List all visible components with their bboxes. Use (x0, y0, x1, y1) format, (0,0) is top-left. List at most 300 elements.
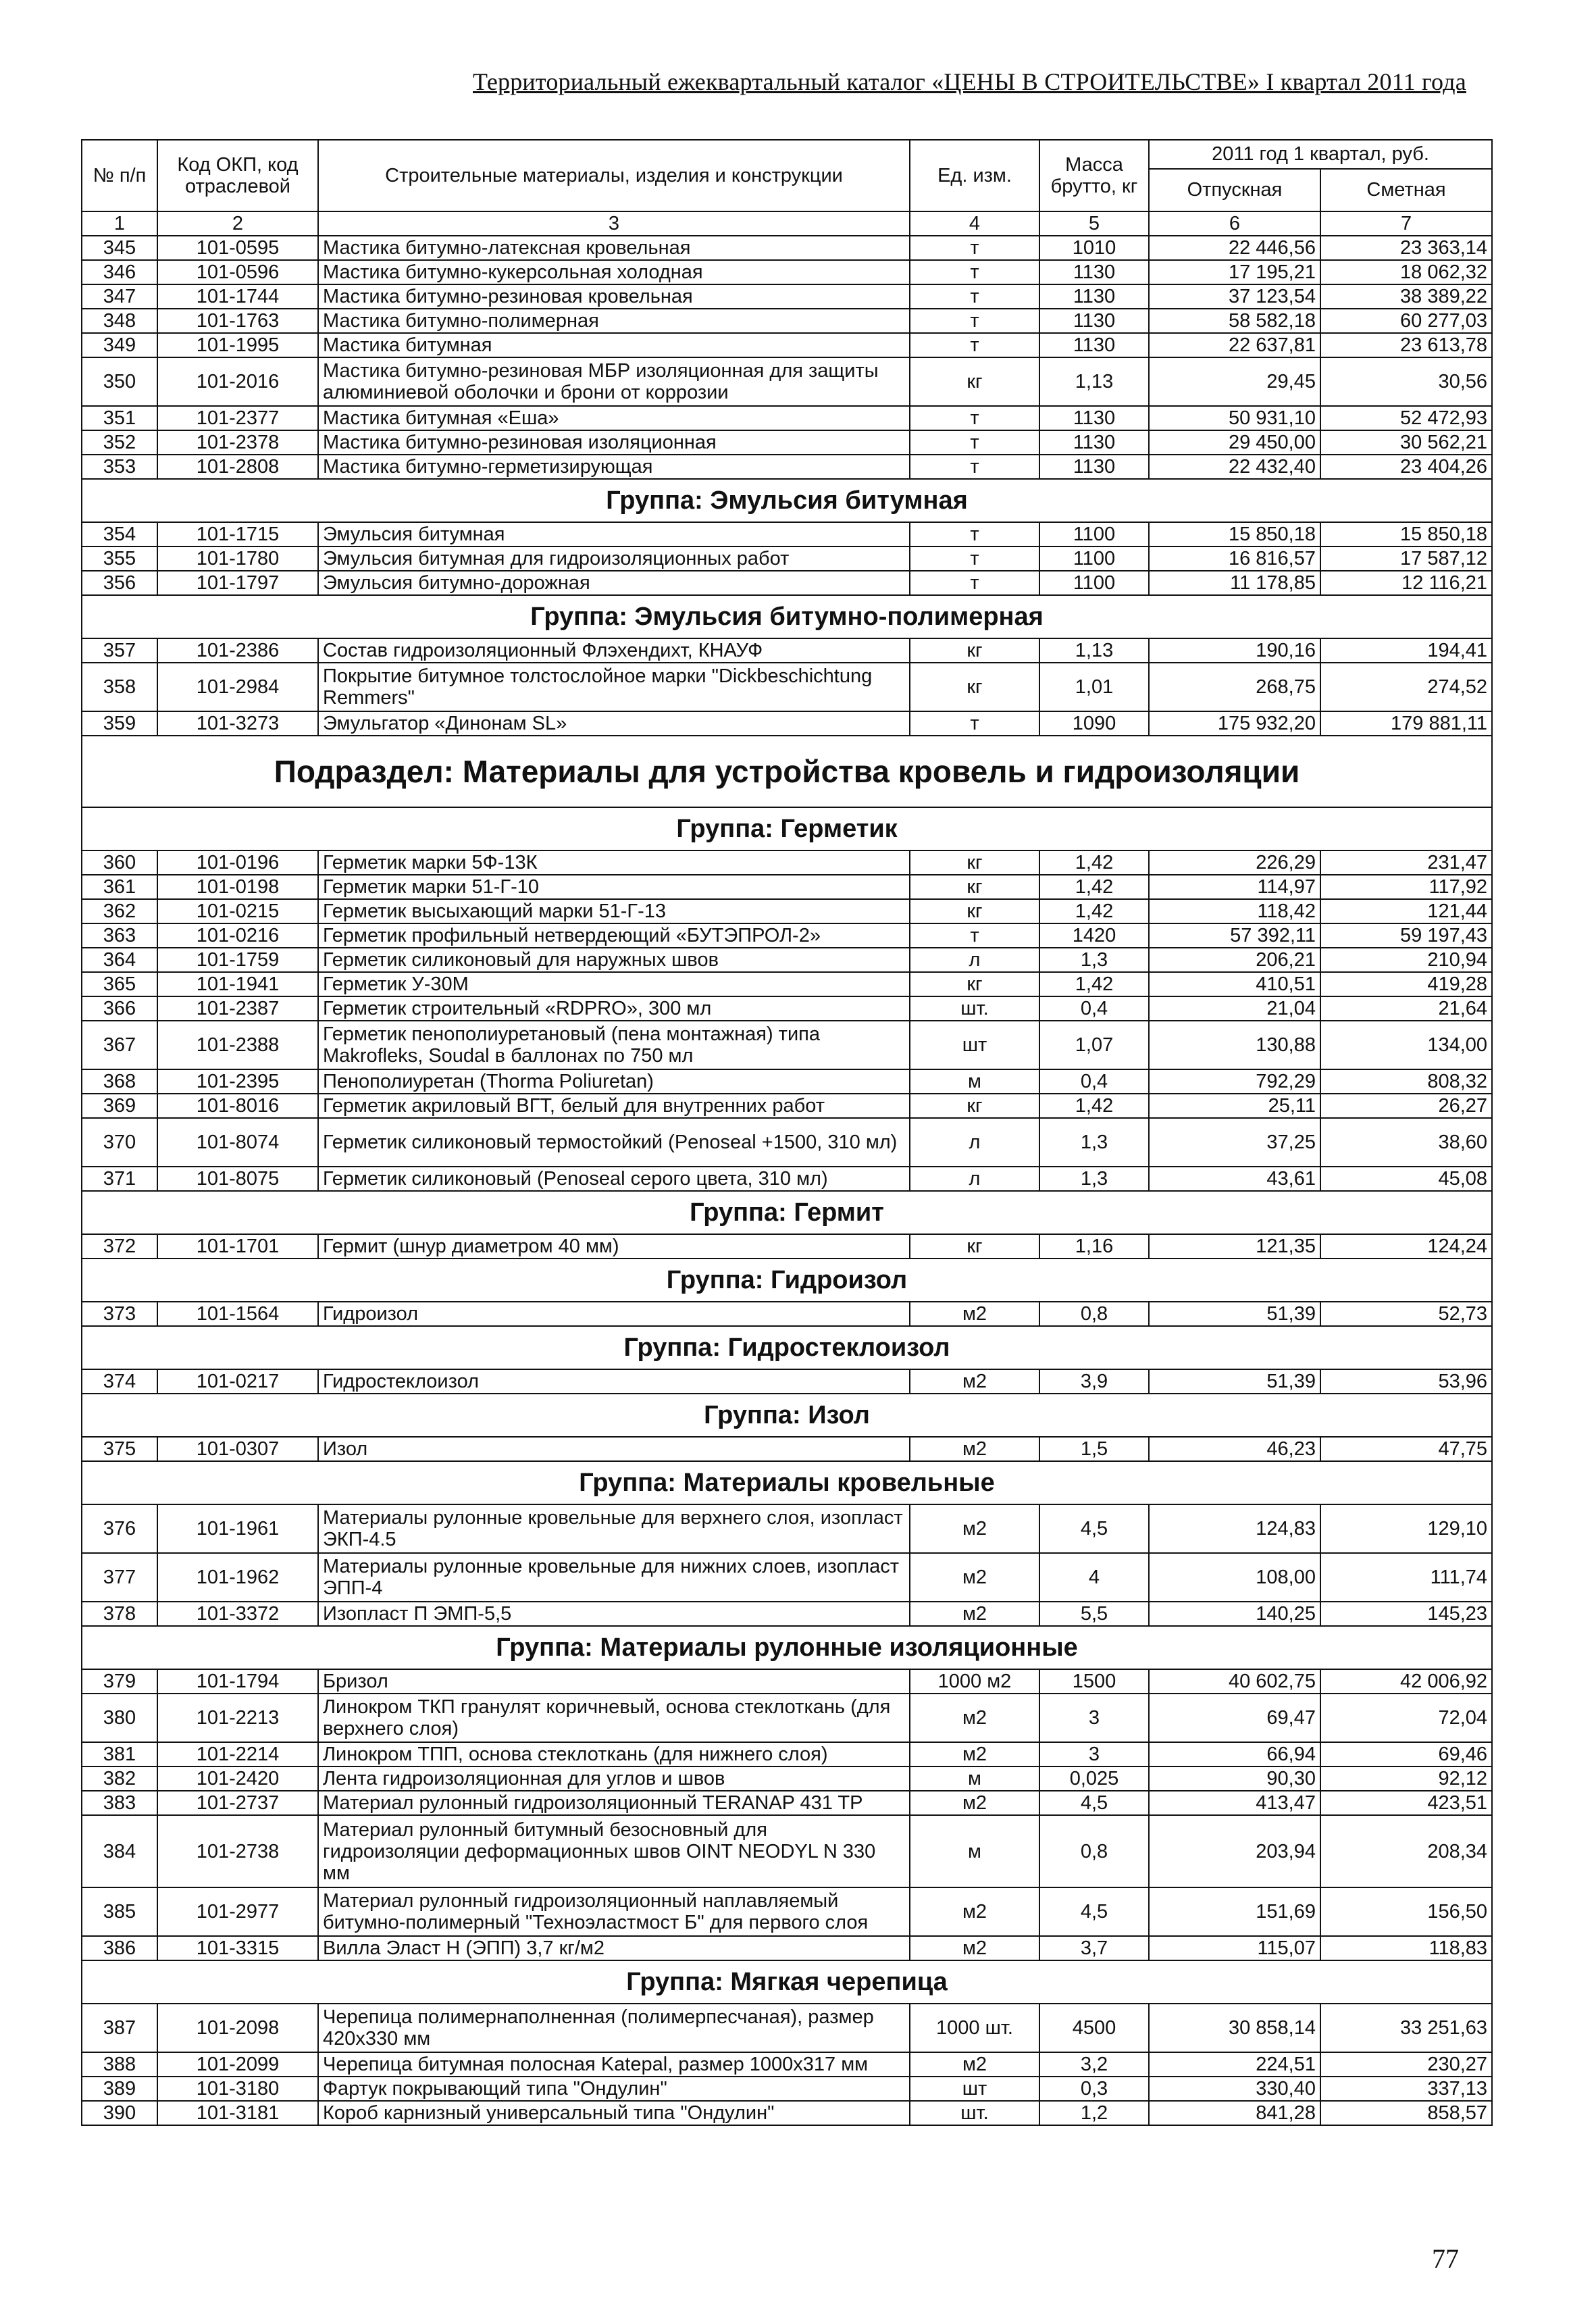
group-heading-row (82, 1960, 1492, 2004)
table-row (82, 2004, 1492, 2052)
row-mass: 4,5 (1039, 1791, 1149, 1815)
row-mass: 1100 (1039, 571, 1149, 595)
row-number: 350 (82, 357, 157, 406)
row-unit: шт (910, 1021, 1039, 1069)
row-name: Мастика битумно-латексная кровельная (318, 236, 910, 260)
row-mass: 1,2 (1039, 2101, 1149, 2125)
row-unit: т (910, 923, 1039, 948)
row-mass: 1,3 (1039, 948, 1149, 972)
row-unit: м2 (910, 1553, 1039, 1602)
row-estimate-price: 118,83 (1320, 1936, 1492, 1960)
row-mass: 3,9 (1039, 1369, 1149, 1394)
row-number: 361 (82, 875, 157, 899)
row-name: Материал рулонный битумный безосновный для гидроизоляции деформационных швов OINT NEODYL N 330 мм (318, 1815, 910, 1887)
group-heading-row (82, 807, 1492, 850)
row-name: Материал рулонный гидроизоляционный TERANAP 431 TP (318, 1791, 910, 1815)
row-unit: м (910, 1766, 1039, 1791)
row-code: 101-3315 (157, 1936, 318, 1960)
row-release-price: 22 637,81 (1149, 333, 1320, 357)
price-table (81, 139, 1493, 2126)
row-number: 353 (82, 455, 157, 479)
row-estimate-price: 419,28 (1320, 972, 1492, 996)
row-estimate-price: 21,64 (1320, 996, 1492, 1021)
table-row (82, 1167, 1492, 1191)
row-estimate-price: 210,94 (1320, 948, 1492, 972)
row-release-price: 792,29 (1149, 1069, 1320, 1094)
row-estimate-price: 26,27 (1320, 1094, 1492, 1118)
table-row (82, 2077, 1492, 2101)
row-release-price: 29 450,00 (1149, 430, 1320, 455)
row-number: 362 (82, 899, 157, 923)
row-release-price: 124,83 (1149, 1504, 1320, 1553)
row-unit: 1000 м2 (910, 1669, 1039, 1694)
group-heading-row (82, 595, 1492, 638)
row-unit: т (910, 522, 1039, 547)
row-name: Мастика битумная «Еша» (318, 406, 910, 430)
row-name: Мастика битумная (318, 333, 910, 357)
row-name: Мастика битумно-резиновая изоляционная (318, 430, 910, 455)
row-name: Эмульсия битумная для гидроизоляционных работ (318, 547, 910, 571)
row-release-price: 140,25 (1149, 1602, 1320, 1626)
row-mass: 1,42 (1039, 899, 1149, 923)
row-name: Эмульсия битумно-дорожная (318, 571, 910, 595)
row-mass: 4,5 (1039, 1504, 1149, 1553)
row-mass: 4500 (1039, 2004, 1149, 2052)
row-code: 101-2378 (157, 430, 318, 455)
row-mass: 1090 (1039, 711, 1149, 736)
row-estimate-price: 52,73 (1320, 1302, 1492, 1326)
row-name: Покрытие битумное толстослойное марки "Dickbeschichtung Remmers" (318, 663, 910, 711)
page-header: Территориальный ежеквартальный каталог «ЦЕНЫ В СТРОИТЕЛЬСТВЕ» I квартал 2011 года (473, 68, 1466, 95)
row-mass: 1420 (1039, 923, 1149, 948)
row-release-price: 118,42 (1149, 899, 1320, 923)
row-unit: м2 (910, 1887, 1039, 1936)
row-code: 101-0217 (157, 1369, 318, 1394)
row-code: 101-1744 (157, 284, 318, 309)
row-name: Герметик высыхающий марки 51-Г-13 (318, 899, 910, 923)
row-number: 388 (82, 2052, 157, 2077)
row-code: 101-1995 (157, 333, 318, 357)
table-row (82, 1669, 1492, 1694)
row-code: 101-2395 (157, 1069, 318, 1094)
row-mass: 1100 (1039, 522, 1149, 547)
row-unit: т (910, 309, 1039, 333)
row-release-price: 66,94 (1149, 1742, 1320, 1766)
row-unit: кг (910, 899, 1039, 923)
row-mass: 1130 (1039, 430, 1149, 455)
row-code: 101-0215 (157, 899, 318, 923)
row-release-price: 203,94 (1149, 1815, 1320, 1887)
row-code: 101-2738 (157, 1815, 318, 1887)
row-name: Фартук покрывающий типа "Ондулин" (318, 2077, 910, 2101)
row-estimate-price: 59 197,43 (1320, 923, 1492, 948)
row-estimate-price: 194,41 (1320, 638, 1492, 663)
row-name: Герметик марки 51-Г-10 (318, 875, 910, 899)
table-row (82, 948, 1492, 972)
subsection-heading-row (82, 736, 1492, 807)
row-mass: 1,01 (1039, 663, 1149, 711)
row-mass: 4 (1039, 1553, 1149, 1602)
row-name: Эмульгатор «Динонам SL» (318, 711, 910, 736)
row-code: 101-1962 (157, 1553, 318, 1602)
row-release-price: 50 931,10 (1149, 406, 1320, 430)
row-code: 101-1564 (157, 1302, 318, 1326)
row-name: Герметик силиконовый для наружных швов (318, 948, 910, 972)
row-release-price: 40 602,75 (1149, 1669, 1320, 1694)
row-code: 101-2387 (157, 996, 318, 1021)
row-name: Гидроизол (318, 1302, 910, 1326)
row-estimate-price: 230,27 (1320, 2052, 1492, 2077)
row-estimate-price: 423,51 (1320, 1791, 1492, 1815)
table-row (82, 333, 1492, 357)
row-number: 346 (82, 260, 157, 284)
row-code: 101-2099 (157, 2052, 318, 2077)
row-mass: 1,42 (1039, 850, 1149, 875)
row-mass: 1130 (1039, 309, 1149, 333)
table-row (82, 2101, 1492, 2125)
row-name: Герметик строительный «RDPRO», 300 мл (318, 996, 910, 1021)
row-unit: кг (910, 875, 1039, 899)
row-code: 101-2213 (157, 1694, 318, 1742)
row-release-price: 841,28 (1149, 2101, 1320, 2125)
row-name: Линокром ТПП, основа стеклоткань (для нижнего слоя) (318, 1742, 910, 1766)
row-mass: 1,13 (1039, 638, 1149, 663)
row-estimate-price: 60 277,03 (1320, 309, 1492, 333)
row-estimate-price: 124,24 (1320, 1234, 1492, 1259)
row-unit: кг (910, 663, 1039, 711)
row-release-price: 151,69 (1149, 1887, 1320, 1936)
row-number: 385 (82, 1887, 157, 1936)
row-mass: 1,5 (1039, 1437, 1149, 1461)
row-unit: т (910, 547, 1039, 571)
row-unit: м (910, 1069, 1039, 1094)
row-number: 372 (82, 1234, 157, 1259)
table-row (82, 1553, 1492, 1602)
column-numbers-row (82, 211, 1492, 236)
row-number: 365 (82, 972, 157, 996)
row-code: 101-1794 (157, 1669, 318, 1694)
group-heading-row (82, 1259, 1492, 1302)
row-unit: т (910, 284, 1039, 309)
row-estimate-price: 808,32 (1320, 1069, 1492, 1094)
row-release-price: 130,88 (1149, 1021, 1320, 1069)
row-number: 348 (82, 309, 157, 333)
group-heading: Группа: Эмульсия битумная (82, 479, 1492, 522)
row-release-price: 17 195,21 (1149, 260, 1320, 284)
table-row (82, 923, 1492, 948)
row-unit: м2 (910, 1302, 1039, 1326)
row-name: Черепица полимернаполненная (полимерпесчаная), размер 420х330 мм (318, 2004, 910, 2052)
table-row (82, 875, 1492, 899)
row-number: 370 (82, 1118, 157, 1167)
row-number: 349 (82, 333, 157, 357)
table-row (82, 972, 1492, 996)
row-name: Мастика битумно-резиновая кровельная (318, 284, 910, 309)
row-unit: кг (910, 357, 1039, 406)
row-number: 380 (82, 1694, 157, 1742)
row-number: 375 (82, 1437, 157, 1461)
col-mass-header: Масса брутто, кг (1039, 140, 1149, 211)
row-release-price: 46,23 (1149, 1437, 1320, 1461)
row-estimate-price: 30 562,21 (1320, 430, 1492, 455)
row-mass: 1130 (1039, 455, 1149, 479)
row-code: 101-8075 (157, 1167, 318, 1191)
table-row (82, 1369, 1492, 1394)
page-number: 77 (1432, 2243, 1459, 2274)
row-number: 379 (82, 1669, 157, 1694)
col-num-header: № п/п (82, 140, 157, 211)
row-number: 369 (82, 1094, 157, 1118)
row-number: 358 (82, 663, 157, 711)
row-code: 101-3181 (157, 2101, 318, 2125)
group-heading-row (82, 1626, 1492, 1669)
row-name: Линокром ТКП гранулят коричневый, основа стеклоткань (для верхнего слоя) (318, 1694, 910, 1742)
row-name: Мастика битумно-резиновая МБР изоляционная для защиты алюминиевой оболочки и брони от коррозии (318, 357, 910, 406)
table-row (82, 1118, 1492, 1167)
row-code: 101-1701 (157, 1234, 318, 1259)
row-estimate-price: 47,75 (1320, 1437, 1492, 1461)
row-name: Пенополиуретан (Thorma Poliuretan) (318, 1069, 910, 1094)
row-release-price: 43,61 (1149, 1167, 1320, 1191)
row-mass: 1,42 (1039, 972, 1149, 996)
row-estimate-price: 38,60 (1320, 1118, 1492, 1167)
table-row (82, 1234, 1492, 1259)
row-code: 101-2388 (157, 1021, 318, 1069)
row-number: 352 (82, 430, 157, 455)
row-release-price: 30 858,14 (1149, 2004, 1320, 2052)
row-name: Черепица битумная полосная Katepal, размер 1000х317 мм (318, 2052, 910, 2077)
row-mass: 5,5 (1039, 1602, 1149, 1626)
row-release-price: 268,75 (1149, 663, 1320, 711)
row-release-price: 121,35 (1149, 1234, 1320, 1259)
row-code: 101-2214 (157, 1742, 318, 1766)
row-mass: 0,3 (1039, 2077, 1149, 2101)
row-number: 382 (82, 1766, 157, 1791)
table-row (82, 1302, 1492, 1326)
group-heading-row (82, 1326, 1492, 1369)
row-estimate-price: 42 006,92 (1320, 1669, 1492, 1694)
row-estimate-price: 38 389,22 (1320, 284, 1492, 309)
table-row (82, 1887, 1492, 1936)
row-release-price: 15 850,18 (1149, 522, 1320, 547)
row-code: 101-0596 (157, 260, 318, 284)
row-mass: 1,13 (1039, 357, 1149, 406)
row-mass: 0,8 (1039, 1302, 1149, 1326)
row-release-price: 115,07 (1149, 1936, 1320, 1960)
column-number: 7 (1320, 211, 1492, 236)
row-unit: м2 (910, 1791, 1039, 1815)
row-release-price: 410,51 (1149, 972, 1320, 996)
row-name: Материалы рулонные кровельные для верхнего слоя, изопласт ЭКП-4.5 (318, 1504, 910, 1553)
row-estimate-price: 30,56 (1320, 357, 1492, 406)
row-code: 101-1797 (157, 571, 318, 595)
row-number: 355 (82, 547, 157, 571)
row-mass: 1130 (1039, 284, 1149, 309)
row-estimate-price: 18 062,32 (1320, 260, 1492, 284)
table-row (82, 1602, 1492, 1626)
group-heading: Группа: Эмульсия битумно-полимерная (82, 595, 1492, 638)
row-code: 101-2377 (157, 406, 318, 430)
row-unit: м2 (910, 2052, 1039, 2077)
column-number: 5 (1039, 211, 1149, 236)
row-unit: кг (910, 638, 1039, 663)
row-estimate-price: 23 404,26 (1320, 455, 1492, 479)
row-mass: 1100 (1039, 547, 1149, 571)
row-release-price: 224,51 (1149, 2052, 1320, 2077)
row-name: Герметик У-30М (318, 972, 910, 996)
row-code: 101-0216 (157, 923, 318, 948)
row-estimate-price: 23 613,78 (1320, 333, 1492, 357)
row-estimate-price: 33 251,63 (1320, 2004, 1492, 2052)
row-release-price: 108,00 (1149, 1553, 1320, 1602)
row-name: Герметик марки 5Ф-13К (318, 850, 910, 875)
table-row (82, 1742, 1492, 1766)
row-release-price: 51,39 (1149, 1302, 1320, 1326)
column-number: 4 (910, 211, 1039, 236)
row-unit: т (910, 455, 1039, 479)
row-unit: м2 (910, 1369, 1039, 1394)
row-number: 368 (82, 1069, 157, 1094)
row-estimate-price: 129,10 (1320, 1504, 1492, 1553)
row-estimate-price: 45,08 (1320, 1167, 1492, 1191)
column-number: 1 (82, 211, 157, 236)
row-release-price: 58 582,18 (1149, 309, 1320, 333)
row-code: 101-2808 (157, 455, 318, 479)
table-row (82, 1021, 1492, 1069)
row-unit: шт (910, 2077, 1039, 2101)
group-heading-row (82, 1461, 1492, 1504)
row-number: 347 (82, 284, 157, 309)
row-mass: 1,07 (1039, 1021, 1149, 1069)
row-code: 101-0595 (157, 236, 318, 260)
row-code: 101-2016 (157, 357, 318, 406)
row-code: 101-1759 (157, 948, 318, 972)
row-unit: м (910, 1815, 1039, 1887)
row-release-price: 37 123,54 (1149, 284, 1320, 309)
table-row (82, 1504, 1492, 1553)
row-release-price: 21,04 (1149, 996, 1320, 1021)
table-row (82, 547, 1492, 571)
row-number: 351 (82, 406, 157, 430)
row-mass: 1,3 (1039, 1118, 1149, 1167)
row-name: Материал рулонный гидроизоляционный наплавляемый битумно-полимерный "Техноэластмост Б" для первого слоя (318, 1887, 910, 1936)
row-name: Изол (318, 1437, 910, 1461)
row-estimate-price: 53,96 (1320, 1369, 1492, 1394)
group-heading-row (82, 479, 1492, 522)
row-name: Материалы рулонные кровельные для нижних слоев, изопласт ЭПП-4 (318, 1553, 910, 1602)
group-heading: Группа: Мягкая черепица (82, 1960, 1492, 2004)
table-row (82, 236, 1492, 260)
row-unit: м2 (910, 1694, 1039, 1742)
table-row (82, 996, 1492, 1021)
row-code: 101-1780 (157, 547, 318, 571)
row-mass: 1010 (1039, 236, 1149, 260)
col-release-header: Отпускная (1149, 169, 1320, 211)
row-mass: 0,8 (1039, 1815, 1149, 1887)
row-number: 376 (82, 1504, 157, 1553)
row-unit: м2 (910, 1437, 1039, 1461)
row-code: 101-3273 (157, 711, 318, 736)
row-mass: 3 (1039, 1694, 1149, 1742)
row-code: 101-2386 (157, 638, 318, 663)
row-number: 384 (82, 1815, 157, 1887)
row-number: 359 (82, 711, 157, 736)
row-unit: т (910, 260, 1039, 284)
row-mass: 0,4 (1039, 1069, 1149, 1094)
row-unit: кг (910, 1234, 1039, 1259)
column-number: 6 (1149, 211, 1320, 236)
row-name: Эмульсия битумная (318, 522, 910, 547)
row-number: 360 (82, 850, 157, 875)
row-number: 377 (82, 1553, 157, 1602)
row-estimate-price: 208,34 (1320, 1815, 1492, 1887)
table-row (82, 522, 1492, 547)
group-heading: Группа: Материалы кровельные (82, 1461, 1492, 1504)
row-estimate-price: 134,00 (1320, 1021, 1492, 1069)
row-number: 366 (82, 996, 157, 1021)
row-code: 101-0198 (157, 875, 318, 899)
row-name: Короб карнизный универсальный типа "Ондулин" (318, 2101, 910, 2125)
row-code: 101-2737 (157, 1791, 318, 1815)
row-mass: 1,3 (1039, 1167, 1149, 1191)
row-number: 374 (82, 1369, 157, 1394)
row-release-price: 11 178,85 (1149, 571, 1320, 595)
row-release-price: 25,11 (1149, 1094, 1320, 1118)
row-name: Герметик профильный нетвердеющий «БУТЭПРОЛ-2» (318, 923, 910, 948)
row-unit: м2 (910, 1602, 1039, 1626)
row-number: 381 (82, 1742, 157, 1766)
row-estimate-price: 15 850,18 (1320, 522, 1492, 547)
row-mass: 1130 (1039, 406, 1149, 430)
table-row (82, 899, 1492, 923)
row-estimate-price: 17 587,12 (1320, 547, 1492, 571)
table-row (82, 2052, 1492, 2077)
row-release-price: 16 816,57 (1149, 547, 1320, 571)
row-release-price: 175 932,20 (1149, 711, 1320, 736)
table-row (82, 850, 1492, 875)
row-estimate-price: 23 363,14 (1320, 236, 1492, 260)
row-estimate-price: 145,23 (1320, 1602, 1492, 1626)
table-row (82, 260, 1492, 284)
row-unit: кг (910, 850, 1039, 875)
col-estimate-header: Сметная (1320, 169, 1492, 211)
row-release-price: 90,30 (1149, 1766, 1320, 1791)
row-name: Мастика битумно-герметизирующая (318, 455, 910, 479)
row-mass: 0,025 (1039, 1766, 1149, 1791)
row-estimate-price: 69,46 (1320, 1742, 1492, 1766)
row-unit: кг (910, 1094, 1039, 1118)
table-row (82, 1694, 1492, 1742)
row-code: 101-1715 (157, 522, 318, 547)
group-heading: Группа: Изол (82, 1394, 1492, 1437)
table-row (82, 284, 1492, 309)
table-row (82, 571, 1492, 595)
group-heading: Группа: Гидростеклоизол (82, 1326, 1492, 1369)
row-code: 101-3372 (157, 1602, 318, 1626)
row-estimate-price: 274,52 (1320, 663, 1492, 711)
row-unit: т (910, 406, 1039, 430)
row-name: Изопласт П ЭМП-5,5 (318, 1602, 910, 1626)
row-name: Лента гидроизоляционная для углов и швов (318, 1766, 910, 1791)
row-mass: 3,2 (1039, 2052, 1149, 2077)
row-code: 101-8074 (157, 1118, 318, 1167)
row-mass: 1,42 (1039, 1094, 1149, 1118)
row-unit: м2 (910, 1742, 1039, 1766)
row-code: 101-0196 (157, 850, 318, 875)
row-release-price: 330,40 (1149, 2077, 1320, 2101)
row-number: 367 (82, 1021, 157, 1069)
row-number: 364 (82, 948, 157, 972)
